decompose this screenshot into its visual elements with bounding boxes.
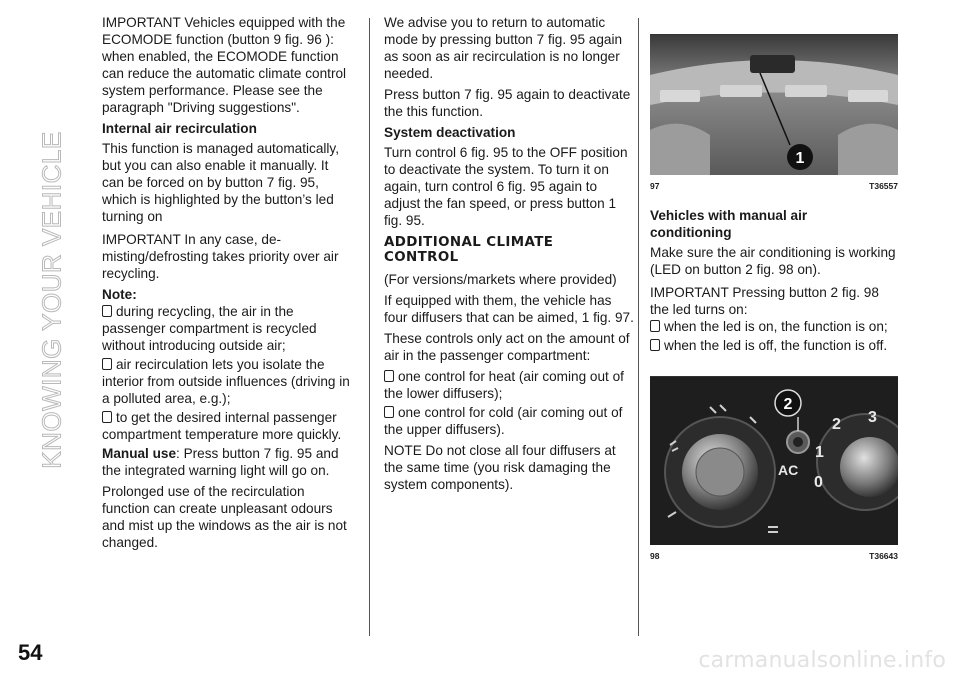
page-number: 54 xyxy=(18,640,43,665)
list-item: when the led is on, the function is on; xyxy=(650,318,898,335)
figure-caption xyxy=(650,548,898,565)
manual-use-label: Manual use xyxy=(102,446,177,461)
heading-additional-climate-control: ADDITIONAL CLIMATE CONTROL xyxy=(384,235,554,265)
column-divider xyxy=(638,18,639,636)
versions-markets-note: (For versions/markets where provided) xyxy=(384,272,617,287)
ac-controls-photo xyxy=(650,377,898,545)
figure-number: 98 xyxy=(650,551,660,561)
section-side-tab: KNOWING YOUR VEHICLE xyxy=(36,131,67,469)
column-divider xyxy=(369,18,370,636)
column-3 xyxy=(650,14,898,565)
fan-speed-3: 3 xyxy=(868,409,877,426)
checkbox-bullet-icon xyxy=(384,370,394,382)
demisting-priority-note: IMPORTANT In any case, de-misting/defrosting takes priority over air recycling. xyxy=(102,232,339,281)
heading-system-deactivation: System deactivation xyxy=(384,125,516,140)
figure-number: 97 xyxy=(650,181,660,191)
checkbox-bullet-icon xyxy=(384,406,394,418)
list-item: during recycling, the air in the passenger compartment is recycled without introducing outside air; xyxy=(102,304,317,353)
column-2 xyxy=(384,14,636,497)
callout-1: 1 xyxy=(795,150,805,167)
watermark: carmanualsonline.info xyxy=(698,648,946,673)
callout-2: 2 xyxy=(783,396,793,413)
figure-caption xyxy=(650,178,898,195)
checkbox-bullet-icon xyxy=(102,411,112,423)
list-item: air recirculation lets you isolate the interior from outside influences (driving in a polluted area, e.g.); xyxy=(102,357,350,406)
ac-check-text: Make sure the air conditioning is working (LED on button 2 fig. 98 on). xyxy=(650,245,896,277)
heading-manual-air-conditioning: Vehicles with manual air conditioning xyxy=(650,208,808,240)
figure-97 xyxy=(650,34,898,195)
recirc-description: This function is managed automatically, but you can also enable it manually. It can be forced on by button 7 fig. 95, which is highlighted by the button’s led turning on xyxy=(102,141,340,224)
column-1 xyxy=(102,14,354,555)
list-item: to get the desired internal passenger compartment temperature more quickly. xyxy=(102,410,342,442)
system-deactivation-text: Turn control 6 fig. 95 to the OFF position to deactivate the system. To turn it on again, turn control 6 fig. 95 again to adjust the fan speed, or press button 1 fig. 95. xyxy=(384,145,628,228)
fan-speed-2: 2 xyxy=(832,416,841,433)
figure-code: T36643 xyxy=(869,551,898,561)
ac-button-note: IMPORTANT Pressing button 2 fig. 98 the led turns on: xyxy=(650,285,879,317)
list-item: one control for cold (air coming out of the upper diffusers). xyxy=(384,405,623,437)
diffusers-text: If equipped with them, the vehicle has four diffusers that can be aimed, 1 fig. 97. xyxy=(384,293,634,325)
checkbox-bullet-icon xyxy=(650,339,660,351)
figure-code: T36557 xyxy=(869,181,898,191)
prolonged-use-warning: Prolonged use of the recirculation function can create unpleasant odours and mist up the windows as the air is not changed. xyxy=(102,484,347,550)
ac-label: AC xyxy=(778,462,799,478)
manual-use-paragraph: Manual use: Press button 7 fig. 95 and the integrated warning light will go on. xyxy=(102,446,339,478)
list-item: one control for heat (air coming out of the lower diffusers); xyxy=(384,369,624,401)
return-automatic-text: We advise you to return to automatic mode by pressing button 7 fig. 95 again as soon as air recirculation is no longer needed. xyxy=(384,15,623,81)
note-label: Note: xyxy=(102,287,137,302)
controls-text: These controls only act on the amount of air in the passenger compartment: xyxy=(384,331,630,363)
figure-98 xyxy=(650,376,898,565)
ecomode-note: IMPORTANT Vehicles equipped with the ECOMODE function (button 9 fig. 96 ): when enabled, the ECOMODE function can reduce the automatic climate control system performance. Please see the paragraph "Driving suggestions". xyxy=(102,15,347,115)
fan-speed-1: 1 xyxy=(815,444,824,461)
fan-speed-0: 0 xyxy=(814,474,823,491)
list-item: when the led is off, the function is off. xyxy=(650,337,898,354)
rear-diffusers-photo xyxy=(650,35,898,175)
diffusers-warning: NOTE Do not close all four diffusers at the same time (you risk damaging the system components). xyxy=(384,443,616,492)
checkbox-bullet-icon xyxy=(650,320,660,332)
deactivate-function-text: Press button 7 fig. 95 again to deactivate the this function. xyxy=(384,87,631,119)
heading-internal-air-recirculation: Internal air recirculation xyxy=(102,121,257,136)
checkbox-bullet-icon xyxy=(102,358,112,370)
checkbox-bullet-icon xyxy=(102,305,112,317)
